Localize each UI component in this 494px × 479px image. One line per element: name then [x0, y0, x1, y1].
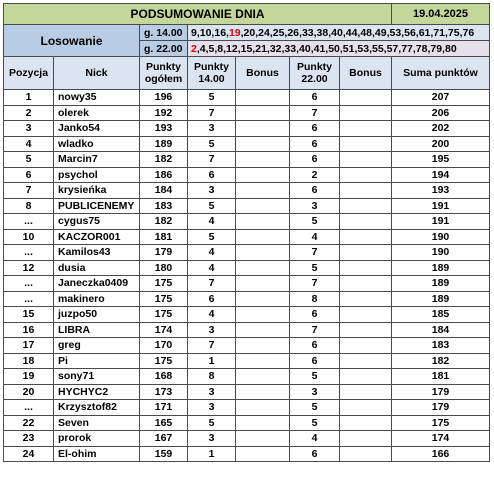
cell-punkty-14: 6 [188, 291, 236, 307]
cell-punkty-14: 4 [188, 260, 236, 276]
cell-punkty-ogolem: 184 [140, 183, 188, 199]
cell-punkty-14: 5 [188, 90, 236, 106]
cell-bonus-1 [236, 276, 290, 292]
cell-punkty-ogolem: 183 [140, 198, 188, 214]
header-bonus-1: Bonus [236, 57, 290, 90]
cell-bonus-1 [236, 214, 290, 230]
table-row [4, 446, 490, 462]
cell-pozycja: 24 [4, 446, 54, 462]
cell-suma: 184 [392, 322, 490, 338]
cell-suma: 190 [392, 229, 490, 245]
cell-punkty-ogolem: 167 [140, 431, 188, 447]
cell-punkty-ogolem: 196 [140, 90, 188, 106]
cell-suma: 182 [392, 353, 490, 369]
cell-pozycja: 19 [4, 369, 54, 385]
cell-punkty-14: 1 [188, 353, 236, 369]
cell-pozycja: 4 [4, 136, 54, 152]
cell-pozycja: 1 [4, 90, 54, 106]
cell-nick: Seven [54, 415, 140, 431]
cell-punkty-14: 3 [188, 322, 236, 338]
cell-pozycja: ... [4, 245, 54, 261]
cell-punkty-14: 8 [188, 369, 236, 385]
cell-nick: psychol [54, 167, 140, 183]
cell-bonus-2 [340, 167, 392, 183]
cell-bonus-2 [340, 136, 392, 152]
cell-suma: 189 [392, 260, 490, 276]
cell-bonus-2 [340, 431, 392, 447]
cell-nick: Marcin7 [54, 152, 140, 168]
cell-punkty-14: 3 [188, 121, 236, 137]
cell-suma: 179 [392, 400, 490, 416]
cell-punkty-ogolem: 175 [140, 353, 188, 369]
cell-punkty-22: 6 [290, 338, 340, 354]
cell-punkty-22: 6 [290, 307, 340, 323]
cell-suma: 181 [392, 369, 490, 385]
header-pozycja: Pozycja [4, 57, 54, 90]
cell-nick: Janeczka0409 [54, 276, 140, 292]
cell-bonus-2 [340, 353, 392, 369]
cell-bonus-1 [236, 152, 290, 168]
table-row [4, 245, 490, 261]
cell-bonus-2 [340, 245, 392, 261]
table-row [4, 369, 490, 385]
cell-nick: dusia [54, 260, 140, 276]
cell-punkty-14: 7 [188, 105, 236, 121]
table-row [4, 291, 490, 307]
table-row [4, 322, 490, 338]
table-row [4, 400, 490, 416]
cell-pozycja: 10 [4, 229, 54, 245]
header-punkty-22: Punkty 22.00 [290, 57, 340, 90]
cell-punkty-ogolem: 182 [140, 214, 188, 230]
cell-bonus-1 [236, 291, 290, 307]
cell-suma: 175 [392, 415, 490, 431]
cell-nick: El-ohim [54, 446, 140, 462]
cell-pozycja: 5 [4, 152, 54, 168]
cell-suma: 200 [392, 136, 490, 152]
cell-punkty-ogolem: 174 [140, 322, 188, 338]
cell-suma: 206 [392, 105, 490, 121]
cell-punkty-14: 5 [188, 198, 236, 214]
cell-bonus-1 [236, 198, 290, 214]
cell-punkty-14: 4 [188, 245, 236, 261]
cell-pozycja: 20 [4, 384, 54, 400]
cell-bonus-1 [236, 415, 290, 431]
cell-nick: krysieńka [54, 183, 140, 199]
cell-punkty-ogolem: 165 [140, 415, 188, 431]
cell-punkty-22: 5 [290, 260, 340, 276]
cell-bonus-1 [236, 369, 290, 385]
header-row [4, 57, 490, 90]
cell-punkty-22: 5 [290, 400, 340, 416]
cell-punkty-14: 4 [188, 307, 236, 323]
draw-14-highlight: 19 [228, 26, 241, 39]
cell-punkty-ogolem: 171 [140, 400, 188, 416]
cell-punkty-22: 7 [290, 105, 340, 121]
cell-nick: sony71 [54, 369, 140, 385]
table-row [4, 152, 490, 168]
cell-bonus-1 [236, 229, 290, 245]
cell-suma: 185 [392, 307, 490, 323]
cell-bonus-2 [340, 384, 392, 400]
cell-bonus-1 [236, 338, 290, 354]
header-suma: Suma punktów [392, 57, 490, 90]
cell-nick: LIBRA [54, 322, 140, 338]
table-row [4, 183, 490, 199]
cell-suma: 202 [392, 121, 490, 137]
cell-punkty-22: 7 [290, 322, 340, 338]
table-row [4, 353, 490, 369]
cell-punkty-22: 5 [290, 369, 340, 385]
table-row [4, 415, 490, 431]
cell-punkty-14: 7 [188, 338, 236, 354]
table-row [4, 90, 490, 106]
cell-punkty-22: 6 [290, 136, 340, 152]
cell-pozycja: 17 [4, 338, 54, 354]
table-row [4, 214, 490, 230]
cell-punkty-ogolem: 180 [140, 260, 188, 276]
cell-punkty-22: 6 [290, 90, 340, 106]
cell-punkty-14: 5 [188, 136, 236, 152]
draw-14-label: g. 14.00 [140, 25, 188, 41]
cell-bonus-1 [236, 446, 290, 462]
cell-bonus-1 [236, 90, 290, 106]
cell-punkty-14: 3 [188, 431, 236, 447]
cell-punkty-14: 1 [188, 446, 236, 462]
cell-punkty-22: 6 [290, 121, 340, 137]
cell-nick: juzpo50 [54, 307, 140, 323]
cell-punkty-14: 7 [188, 152, 236, 168]
cell-punkty-22: 8 [290, 291, 340, 307]
cell-punkty-22: 6 [290, 446, 340, 462]
cell-nick: Pi [54, 353, 140, 369]
cell-bonus-2 [340, 183, 392, 199]
table-row [4, 276, 490, 292]
cell-bonus-1 [236, 307, 290, 323]
cell-punkty-14: 6 [188, 167, 236, 183]
cell-bonus-2 [340, 322, 392, 338]
cell-nick: greg [54, 338, 140, 354]
draw-22-highlight: 2 [191, 42, 197, 55]
cell-nick: HYCHYC2 [54, 384, 140, 400]
cell-punkty-22: 5 [290, 415, 340, 431]
cell-pozycja: ... [4, 400, 54, 416]
cell-suma: 166 [392, 446, 490, 462]
cell-punkty-ogolem: 186 [140, 167, 188, 183]
cell-pozycja: 15 [4, 307, 54, 323]
table-row [4, 136, 490, 152]
cell-nick: Janko54 [54, 121, 140, 137]
table-row [4, 384, 490, 400]
cell-punkty-ogolem: 175 [140, 307, 188, 323]
cell-bonus-2 [340, 152, 392, 168]
cell-suma: 189 [392, 276, 490, 292]
cell-suma: 183 [392, 338, 490, 354]
cell-bonus-2 [340, 415, 392, 431]
table-row [4, 198, 490, 214]
cell-pozycja: 23 [4, 431, 54, 447]
cell-punkty-14: 7 [188, 276, 236, 292]
cell-punkty-ogolem: 175 [140, 276, 188, 292]
table-row [4, 105, 490, 121]
cell-bonus-2 [340, 121, 392, 137]
table-row [4, 121, 490, 137]
cell-pozycja: 16 [4, 322, 54, 338]
cell-punkty-22: 3 [290, 198, 340, 214]
cell-punkty-ogolem: 168 [140, 369, 188, 385]
cell-suma: 191 [392, 198, 490, 214]
cell-punkty-22: 4 [290, 229, 340, 245]
cell-punkty-ogolem: 173 [140, 384, 188, 400]
cell-bonus-2 [340, 446, 392, 462]
cell-bonus-1 [236, 105, 290, 121]
cell-nick: cygus75 [54, 214, 140, 230]
cell-nick: Kamilos43 [54, 245, 140, 261]
cell-bonus-1 [236, 431, 290, 447]
cell-punkty-ogolem: 170 [140, 338, 188, 354]
cell-bonus-2 [340, 105, 392, 121]
cell-pozycja: 6 [4, 167, 54, 183]
table-row [4, 260, 490, 276]
cell-bonus-2 [340, 307, 392, 323]
cell-bonus-2 [340, 214, 392, 230]
cell-bonus-1 [236, 121, 290, 137]
cell-nick: wladko [54, 136, 140, 152]
cell-suma: 194 [392, 167, 490, 183]
draw-22-label: g. 22.00 [140, 41, 188, 57]
cell-punkty-22: 2 [290, 167, 340, 183]
cell-suma: 189 [392, 291, 490, 307]
cell-bonus-2 [340, 291, 392, 307]
cell-punkty-22: 6 [290, 183, 340, 199]
losowanie-label: Losowanie [4, 25, 140, 57]
cell-pozycja: 8 [4, 198, 54, 214]
table-row [4, 338, 490, 354]
cell-bonus-1 [236, 260, 290, 276]
cell-nick: prorok [54, 431, 140, 447]
cell-punkty-ogolem: 192 [140, 105, 188, 121]
cell-punkty-14: 3 [188, 384, 236, 400]
cell-pozycja: 3 [4, 121, 54, 137]
cell-punkty-14: 5 [188, 415, 236, 431]
cell-suma: 191 [392, 214, 490, 230]
cell-bonus-2 [340, 369, 392, 385]
cell-suma: 193 [392, 183, 490, 199]
cell-punkty-14: 3 [188, 400, 236, 416]
summary-table [3, 3, 490, 462]
draw-14-numbers: 9,10,16,19,20,24,25,26,33,38,40,44,48,49,53,56,61,71,75,76 [188, 25, 490, 41]
cell-nick: KACZOR001 [54, 229, 140, 245]
cell-bonus-1 [236, 245, 290, 261]
cell-bonus-2 [340, 260, 392, 276]
cell-bonus-1 [236, 136, 290, 152]
cell-pozycja: 7 [4, 183, 54, 199]
cell-nick: Krzysztof82 [54, 400, 140, 416]
cell-punkty-ogolem: 193 [140, 121, 188, 137]
cell-pozycja: ... [4, 276, 54, 292]
cell-punkty-ogolem: 182 [140, 152, 188, 168]
cell-punkty-22: 3 [290, 384, 340, 400]
cell-pozycja: 18 [4, 353, 54, 369]
cell-bonus-2 [340, 276, 392, 292]
cell-pozycja: 12 [4, 260, 54, 276]
cell-punkty-22: 6 [290, 353, 340, 369]
cell-bonus-1 [236, 400, 290, 416]
cell-punkty-14: 5 [188, 229, 236, 245]
cell-punkty-ogolem: 189 [140, 136, 188, 152]
cell-punkty-22: 7 [290, 245, 340, 261]
sheet-date: 19.04.2025 [392, 4, 490, 25]
cell-suma: 179 [392, 384, 490, 400]
header-nick: Nick [54, 57, 140, 90]
header-punkty-14: Punkty 14.00 [188, 57, 236, 90]
cell-bonus-1 [236, 167, 290, 183]
table-row [4, 307, 490, 323]
table-row [4, 431, 490, 447]
table-row [4, 229, 490, 245]
cell-suma: 195 [392, 152, 490, 168]
cell-punkty-22: 4 [290, 431, 340, 447]
cell-pozycja: 22 [4, 415, 54, 431]
sheet-title: PODSUMOWANIE DNIA [4, 4, 392, 25]
cell-bonus-1 [236, 384, 290, 400]
cell-bonus-2 [340, 338, 392, 354]
header-bonus-2: Bonus [340, 57, 392, 90]
cell-suma: 174 [392, 431, 490, 447]
cell-suma: 190 [392, 245, 490, 261]
cell-bonus-1 [236, 183, 290, 199]
cell-bonus-2 [340, 198, 392, 214]
cell-nick: PUBLICENEMY [54, 198, 140, 214]
cell-nick: nowy35 [54, 90, 140, 106]
cell-nick: makinero [54, 291, 140, 307]
cell-nick: olerek [54, 105, 140, 121]
cell-bonus-2 [340, 400, 392, 416]
header-punkty-ogolem: Punkty ogółem [140, 57, 188, 90]
cell-punkty-ogolem: 179 [140, 245, 188, 261]
cell-punkty-14: 3 [188, 183, 236, 199]
cell-punkty-ogolem: 175 [140, 291, 188, 307]
cell-bonus-1 [236, 353, 290, 369]
cell-suma: 207 [392, 90, 490, 106]
cell-bonus-2 [340, 90, 392, 106]
cell-punkty-22: 7 [290, 276, 340, 292]
draw-22-numbers: 2,4,5,8,12,15,21,32,33,40,41,50,51,53,55,57,77,78,79,80 [188, 41, 490, 57]
cell-punkty-14: 4 [188, 214, 236, 230]
cell-bonus-1 [236, 322, 290, 338]
cell-pozycja: ... [4, 214, 54, 230]
cell-pozycja: 2 [4, 105, 54, 121]
cell-bonus-2 [340, 229, 392, 245]
cell-punkty-22: 6 [290, 152, 340, 168]
cell-punkty-ogolem: 159 [140, 446, 188, 462]
cell-punkty-22: 5 [290, 214, 340, 230]
cell-pozycja: ... [4, 291, 54, 307]
table-row [4, 167, 490, 183]
cell-punkty-ogolem: 181 [140, 229, 188, 245]
